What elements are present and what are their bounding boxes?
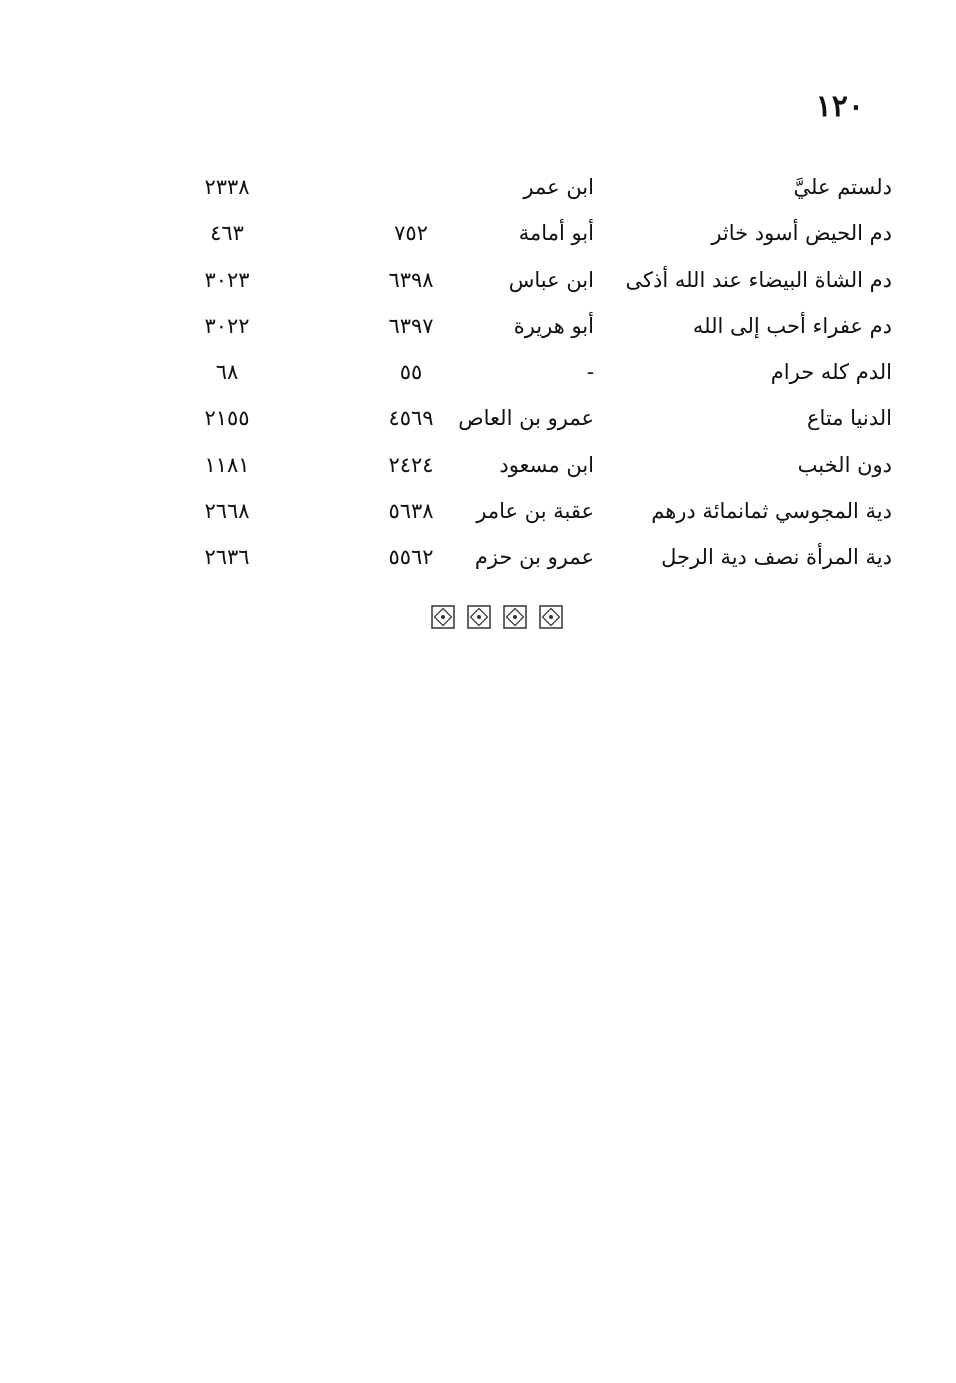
reference-number: ٦٨ — [215, 360, 239, 385]
hadith-number: ٤٥٦٩ — [388, 406, 434, 431]
reference-number: ٢٣٣٨ — [204, 175, 250, 199]
hadith-number: ٦٣٩٨ — [388, 267, 434, 292]
hadith-number: ٥٥٦٢ — [388, 545, 434, 570]
hadith-number: ٥٦٣٨ — [388, 499, 434, 524]
narrator-name: عمرو بن حزم — [474, 545, 594, 570]
hadith-text: دم الحيض أسود خاثر — [711, 221, 892, 246]
hadith-text: دلستم عليَّ — [793, 175, 892, 199]
decorative-square-knot-icon — [538, 604, 564, 630]
narrator-name: ابن عمر — [523, 175, 594, 199]
hadith-text: دية المجوسي ثمانمائة درهم — [651, 499, 892, 524]
reference-number: ٢٦٣٦ — [204, 545, 250, 570]
narrator-name: عقبة بن عامر — [476, 499, 594, 524]
table-row — [180, 446, 892, 492]
reference-number: ٣٠٢٣ — [204, 267, 250, 292]
table-row — [180, 307, 892, 353]
table-row — [180, 353, 892, 399]
hadith-index-table — [180, 168, 892, 585]
table-row — [180, 214, 892, 260]
hadith-text: دم الشاة البيضاء عند الله أذكى — [625, 267, 892, 292]
hadith-text: الدنيا متاع — [806, 406, 892, 431]
decorative-square-knot-icon — [502, 604, 528, 630]
hadith-text: دم عفراء أحب إلى الله — [692, 313, 892, 338]
hadith-number: ٧٥٢ — [394, 221, 428, 246]
narrator-name: - — [586, 360, 594, 385]
reference-number: ٢١٥٥ — [204, 406, 250, 431]
table-row — [180, 261, 892, 307]
hadith-number: ٢٤٢٤ — [388, 452, 434, 477]
page-number: ١٢٠ — [815, 89, 864, 124]
hadith-text: دية المرأة نصف دية الرجل — [661, 545, 892, 570]
reference-number: ١١٨١ — [204, 452, 250, 477]
table-row — [180, 399, 892, 445]
narrator-name: ابن عباس — [508, 267, 594, 292]
decorative-square-knot-icon — [430, 604, 456, 630]
decorative-square-knot-icon — [466, 604, 492, 630]
reference-number: ٣٠٢٢ — [204, 313, 250, 338]
table-row — [180, 168, 892, 214]
narrator-name: ابن مسعود — [499, 452, 594, 477]
narrator-name: أبو هريرة — [513, 313, 594, 338]
hadith-text: دون الخبب — [797, 452, 892, 477]
table-row — [180, 492, 892, 538]
section-end-ornament — [430, 604, 564, 630]
table-row — [180, 538, 892, 584]
hadith-number: ٦٣٩٧ — [388, 313, 434, 338]
narrator-name: عمرو بن العاص — [458, 406, 594, 431]
hadith-number: ٥٥ — [399, 360, 423, 385]
reference-number: ٤٦٣ — [210, 221, 244, 246]
narrator-name: أبو أمامة — [518, 221, 594, 246]
reference-number: ٢٦٦٨ — [204, 499, 250, 524]
hadith-text: الدم كله حرام — [770, 360, 892, 385]
